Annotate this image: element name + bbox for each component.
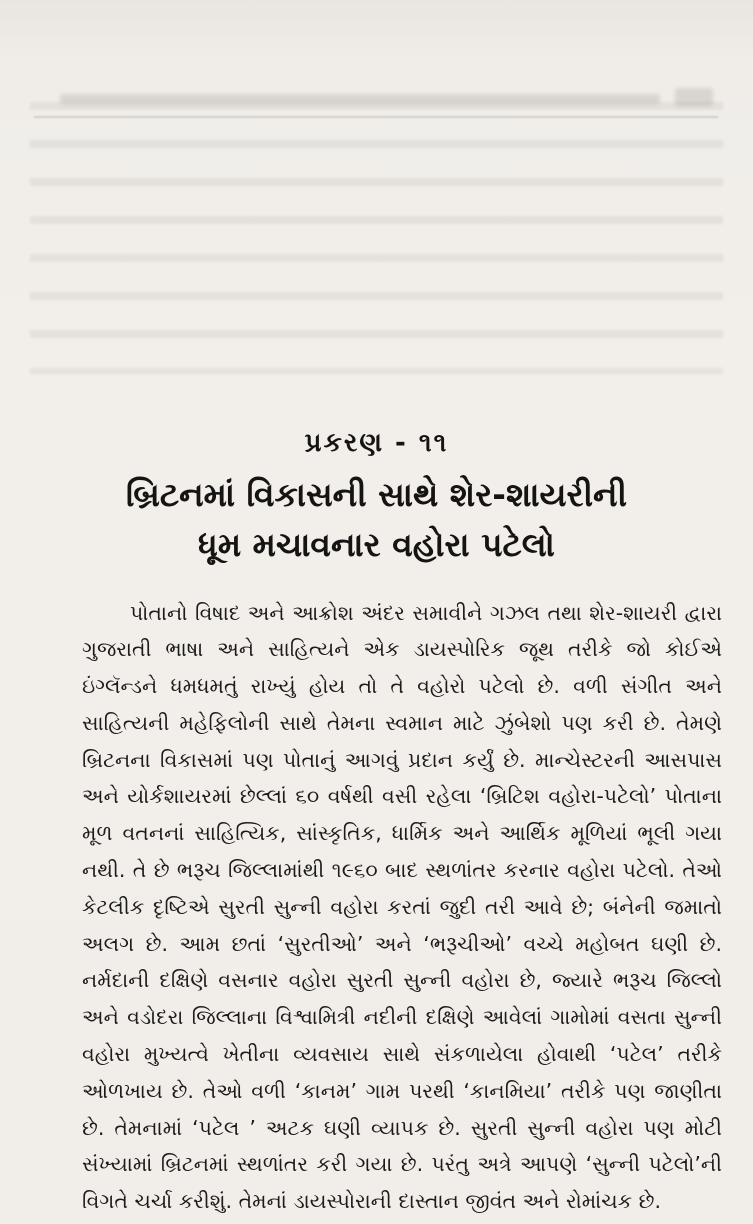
chapter-title-line-1: બ્રિટનમાં વિકાસની સાથે શેર-શાયરીની [125,475,628,514]
show-through-text [30,84,723,374]
chapter-title-line-2: ધૂમ મચાવનાર વહોરા પટેલો [198,525,555,564]
chapter-number: પ્રકરણ - ૧૧ [304,428,449,458]
body-paragraph: પોતાનો વિષાદ અને આક્રોશ અંદર સમાવીને ગઝલ તથા શેર-શાયરી દ્વારા ગુજરાતી ભાષા અને સાહિત્યને એક ડાયસ્પોરિક જૂથ તરીકે જો કોઈએ ઇંગ્લૅન્ડને ધમધમતું રાખ્યું હોય તો તે વહોરો પટેલો છે. વળી સંગીત અને સાહિત્યની મહેફિલોની સાથે તેમના સ્વમાન માટે ઝુંબેશો પણ કરી છે. તેમણે બ્રિટનના વિકાસમાં પણ પોતાનું આગવું પ્રદાન કર્યું છે. માન્ચેસ્ટરની આસપાસ અને યોર્કશાયરમાં છેલ્લાં ૬૦ વર્ષથી વસી રહેલા ‘બ્રિટિશ વહોરા-પટેલો’ પોતાના મૂળ વતનનાં સાહિત્યિક, સાંસ્કૃતિક, ધાર્મિક અને આર્થિક મૂળિયાં ભૂલી ગયા નથી. તે છે ભરૂચ જિલ્લામાંથી ૧૯૬૦ બાદ સ્થળાંતર કરનાર વહોરા પટેલો. તેઓ કેટલીક દૃષ્ટિએ સુરતી સુન્ની વહોરા કરતાં જુદી તરી આવે છે; બંનેની જમાતો અલગ છે. આમ છતાં ‘સુરતીઓ’ અને ‘ભરૂચીઓ’ વચ્ચે મહોબત ઘણી છે. નર્મદાની દક્ષિણે વસનાર વહોરા સુરતી સુન્ની વહોરા છે, જ્યારે ભરૂચ જિલ્લો અને વડોદરા જિલ્લાના વિશ્વામિત્રી નદીની દક્ષિણે આવેલાં ગામોમાં વસતા સુન્ની વહોરા મુખ્યત્વે ખેતીના વ્યવસાય સાથે સંકળાયેલા હોવાથી ‘પટેલ’ તરીકે ઓળખાય છે. તેઓ વળી ‘કાનમ’ ગામ પરથી ‘કાનમિયા’ તરીકે પણ જાણીતા છે. તેમનામાં ‘પટેલ ’ અટક ઘણી વ્યાપક છે. સુરતી સુન્ની વહોરા પણ મોટી સંખ્યામાં બ્રિટનમાં સ્થળાંતર કરી ગયા છે. પરંતુ અત્રે આપણે ‘સુન્ની પટેલો’ની વિગતે ચર્ચા કરીશું. તેમનાં ડાયસ્પોરાની દાસ્તાન જીવંત અને રોમાંચક છે. [82,600,722,1214]
chapter-title [0,470,753,570]
